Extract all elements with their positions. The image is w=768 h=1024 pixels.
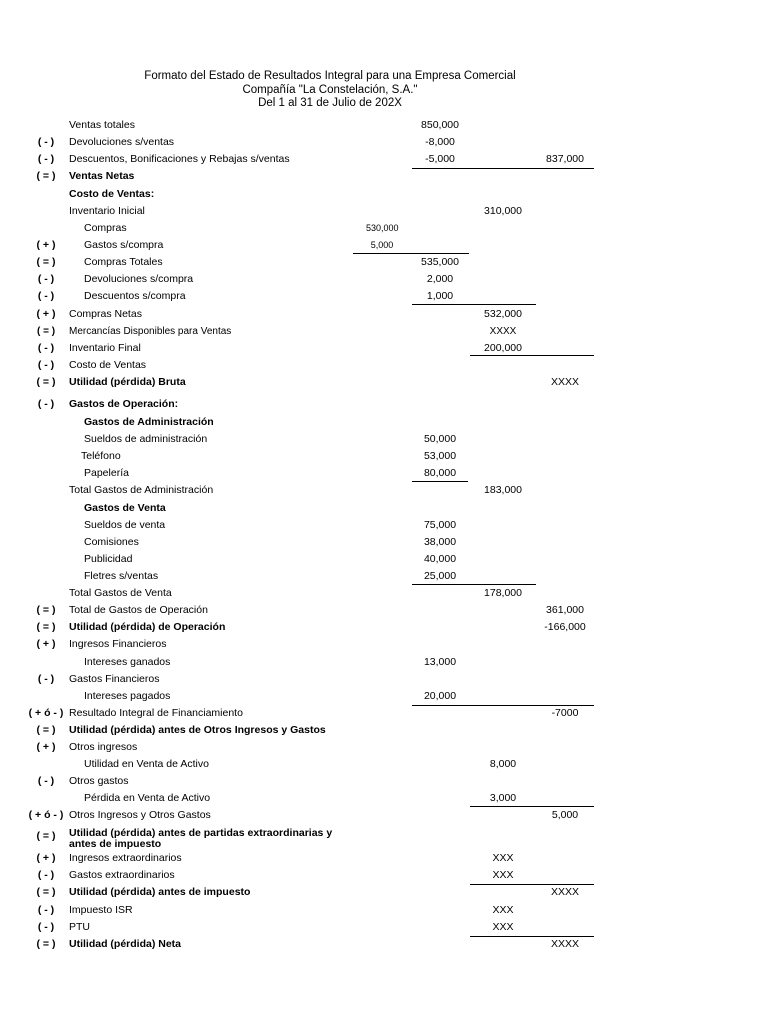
row-label: Intereses pagados [84,690,171,702]
total-underline [470,936,594,937]
row-label: Costo de Ventas: [69,188,155,200]
row-label: PTU [69,921,90,933]
row-label: Utilidad (pérdida) antes de Otros Ingresos y Gastos [69,724,326,736]
statement-row [0,168,768,185]
statement-row [0,374,768,391]
operator-sign: ( - ) [37,904,55,916]
row-label: Publicidad [84,553,133,565]
operator-sign: ( - ) [37,273,55,285]
statement-row [0,756,768,773]
row-label: Ingresos extraordinarios [69,852,182,864]
amount-c2: 75,000 [423,519,457,531]
statement-row [0,602,768,619]
statement-row [0,850,768,867]
statement-row [0,396,768,413]
total-underline [412,481,468,482]
row-label: Descuentos, Bonificaciones y Rebajas s/ventas [69,153,290,165]
row-label: Mercancías Disponibles para Ventas [69,326,232,337]
amount-c3: XXXX [489,326,517,337]
statement-row [0,551,768,568]
row-label: Devoluciones s/ventas [69,136,175,148]
operator-sign: ( + ) [36,239,56,251]
operator-sign: ( = ) [36,830,56,842]
amount-c2: 38,000 [423,536,457,548]
statement-row [0,431,768,448]
row-label: Devoluciones s/compra [84,273,194,285]
operator-sign: ( = ) [36,621,56,633]
operator-sign: ( - ) [37,290,55,302]
operator-sign: ( + ó - ) [28,809,64,821]
row-label: Costo de Ventas [69,359,147,371]
header-title: Formato del Estado de Resultados Integral para una Empresa Comercial [144,70,516,82]
row-label: Utilidad (pérdida) antes de partidas extraordinarias y antes de impuesto [69,827,333,850]
operator-sign: ( = ) [36,326,56,337]
statement-row [0,722,768,739]
row-label: Intereses ganados [84,656,171,668]
total-underline [470,355,594,356]
statement-row [0,323,768,340]
row-label: Papelería [84,467,129,479]
statement-row [0,186,768,203]
row-label: Gastos de Administración [84,416,214,428]
row-label: Sueldos de venta [84,519,166,531]
amount-c4: 837,000 [546,153,584,165]
statement-row [0,482,768,499]
operator-sign: ( - ) [37,359,55,371]
statement-row [0,517,768,534]
statement-row [0,254,768,271]
row-label: Utilidad (pérdida) antes de impuesto [69,886,251,898]
operator-sign: ( = ) [36,938,56,950]
statement-row [0,585,768,602]
statement-row [0,739,768,756]
statement-row [0,220,768,237]
total-underline [412,705,594,706]
row-label: Gastos de Venta [84,502,166,514]
statement-row [0,357,768,374]
operator-sign: ( + ) [36,741,56,753]
row-label: Gastos de Operación: [69,398,179,410]
row-label: Total Gastos de Venta [69,587,172,599]
amount-c3: XXX [492,921,514,933]
statement-row [0,306,768,323]
amount-c3: XXX [492,904,514,916]
operator-sign: ( - ) [37,136,55,148]
row-label: Teléfono [81,450,121,462]
amount-c4: 361,000 [546,604,584,616]
amount-c2: 2,000 [426,273,454,285]
amount-c3: 183,000 [484,484,522,496]
statement-row [0,500,768,517]
operator-sign: ( - ) [37,342,55,354]
statement-row [0,936,768,953]
operator-sign: ( - ) [37,921,55,933]
operator-sign: ( = ) [36,724,56,736]
header-company: Compañía "La Constelación, S.A." [242,84,418,96]
row-label: Utilidad (pérdida) Bruta [69,376,186,388]
row-label: Ventas Netas [69,170,135,182]
amount-c3: XXX [492,869,514,881]
row-label: Descuentos s/compra [84,290,186,302]
row-label: Otros Ingresos y Otros Gastos [69,809,211,821]
total-underline [353,253,469,254]
amount-c4: XXXX [550,376,579,388]
row-label: Gastos s/compra [84,239,164,251]
statement-row [0,151,768,168]
statement-row [0,203,768,220]
statement-row [0,134,768,151]
operator-sign: ( + ) [36,852,56,864]
row-label: Utilidad (pérdida) Neta [69,938,182,950]
statement-row [0,414,768,431]
amount-c3: XXX [492,852,514,864]
amount-c4: XXXX [550,886,579,898]
row-label: Impuesto ISR [69,904,133,916]
operator-sign: ( = ) [36,604,56,616]
row-label: Compras Netas [69,308,142,320]
amount-c2: 53,000 [423,450,457,462]
operator-sign: ( = ) [36,376,56,388]
row-label: Resultado Integral de Financiamiento [69,707,243,719]
row-label: Total de Gastos de Operación [69,604,208,616]
amount-c2: 1,000 [426,290,454,302]
amount-c2: 40,000 [423,553,457,565]
row-label: Pérdida en Venta de Activo [84,792,211,804]
statement-row [0,654,768,671]
row-label: Inventario Inicial [69,205,145,217]
statement-row [0,340,768,357]
amount-c3: 8,000 [489,758,517,770]
statement-row [0,773,768,790]
amount-c2: 50,000 [423,433,457,445]
header-period: Del 1 al 31 de Julio de 202X [258,97,402,109]
statement-row [0,636,768,653]
amount-c1: 5,000 [370,240,394,250]
row-label: Total Gastos de Administración [69,484,214,496]
statement-row [0,688,768,705]
operator-sign: ( - ) [37,673,55,685]
total-underline [470,806,594,807]
amount-c3: 178,000 [484,587,522,599]
row-label: Sueldos de administración [84,433,208,445]
statement-row [0,465,768,482]
statement-row [0,827,768,850]
statement-row [0,534,768,551]
row-label: Otros ingresos [69,741,138,753]
amount-c3: 532,000 [484,308,522,320]
operator-sign: ( - ) [37,869,55,881]
operator-sign: ( = ) [36,256,56,268]
amount-c3: 3,000 [489,792,517,804]
statement-row [0,288,768,305]
statement-row [0,568,768,585]
row-label: Ingresos Financieros [69,638,167,650]
amount-c2: -8,000 [425,136,455,148]
total-underline [470,884,594,885]
statement-row [0,271,768,288]
statement-row [0,867,768,884]
row-label: Utilidad (pérdida) de Operación [69,621,226,633]
amount-c2: 20,000 [423,690,457,702]
amount-c3: 200,000 [484,342,522,354]
statement-row [0,902,768,919]
statement-row [0,448,768,465]
statement-row [0,807,768,824]
statement-row [0,117,768,134]
row-label: Fletres s/ventas [84,570,159,582]
amount-c2: 25,000 [423,570,457,582]
operator-sign: ( = ) [36,170,56,182]
amount-c2: 535,000 [421,256,459,268]
row-label: Gastos extraordinarios [69,869,175,881]
operator-sign: ( + ) [36,308,56,320]
statement-row [0,884,768,901]
amount-c2: 850,000 [421,119,459,131]
row-label: Inventario Final [69,342,141,354]
amount-c4: -7000 [551,707,579,719]
operator-sign: ( - ) [37,153,55,165]
row-label: Otros gastos [69,775,129,787]
row-label: Comisiones [84,536,139,548]
amount-c2: 80,000 [423,467,457,479]
row-label: Gastos Financieros [69,673,160,685]
amount-c3: 310,000 [484,205,522,217]
operator-sign: ( + ) [36,638,56,650]
statement-row [0,237,768,254]
statement-row [0,671,768,688]
statement-row [0,619,768,636]
amount-c2: -5,000 [425,153,455,165]
amount-c4: -166,000 [544,621,586,633]
row-label: Compras Totales [84,256,163,268]
row-label: Ventas totales [69,119,135,131]
row-label: Compras [84,222,127,234]
total-underline [412,584,536,585]
total-underline [412,304,536,305]
statement-row [0,705,768,722]
amount-c1: 530,000 [366,223,399,233]
amount-c4: XXXX [550,938,579,950]
amount-c2: 13,000 [423,656,457,668]
row-label: Utilidad en Venta de Activo [84,758,209,770]
total-underline [412,168,594,169]
amount-c4: 5,000 [551,809,579,821]
operator-sign: ( = ) [36,886,56,898]
statement-row [0,919,768,936]
operator-sign: ( - ) [37,775,55,787]
statement-row [0,790,768,807]
operator-sign: ( - ) [37,398,55,410]
operator-sign: ( + ó - ) [28,707,64,719]
